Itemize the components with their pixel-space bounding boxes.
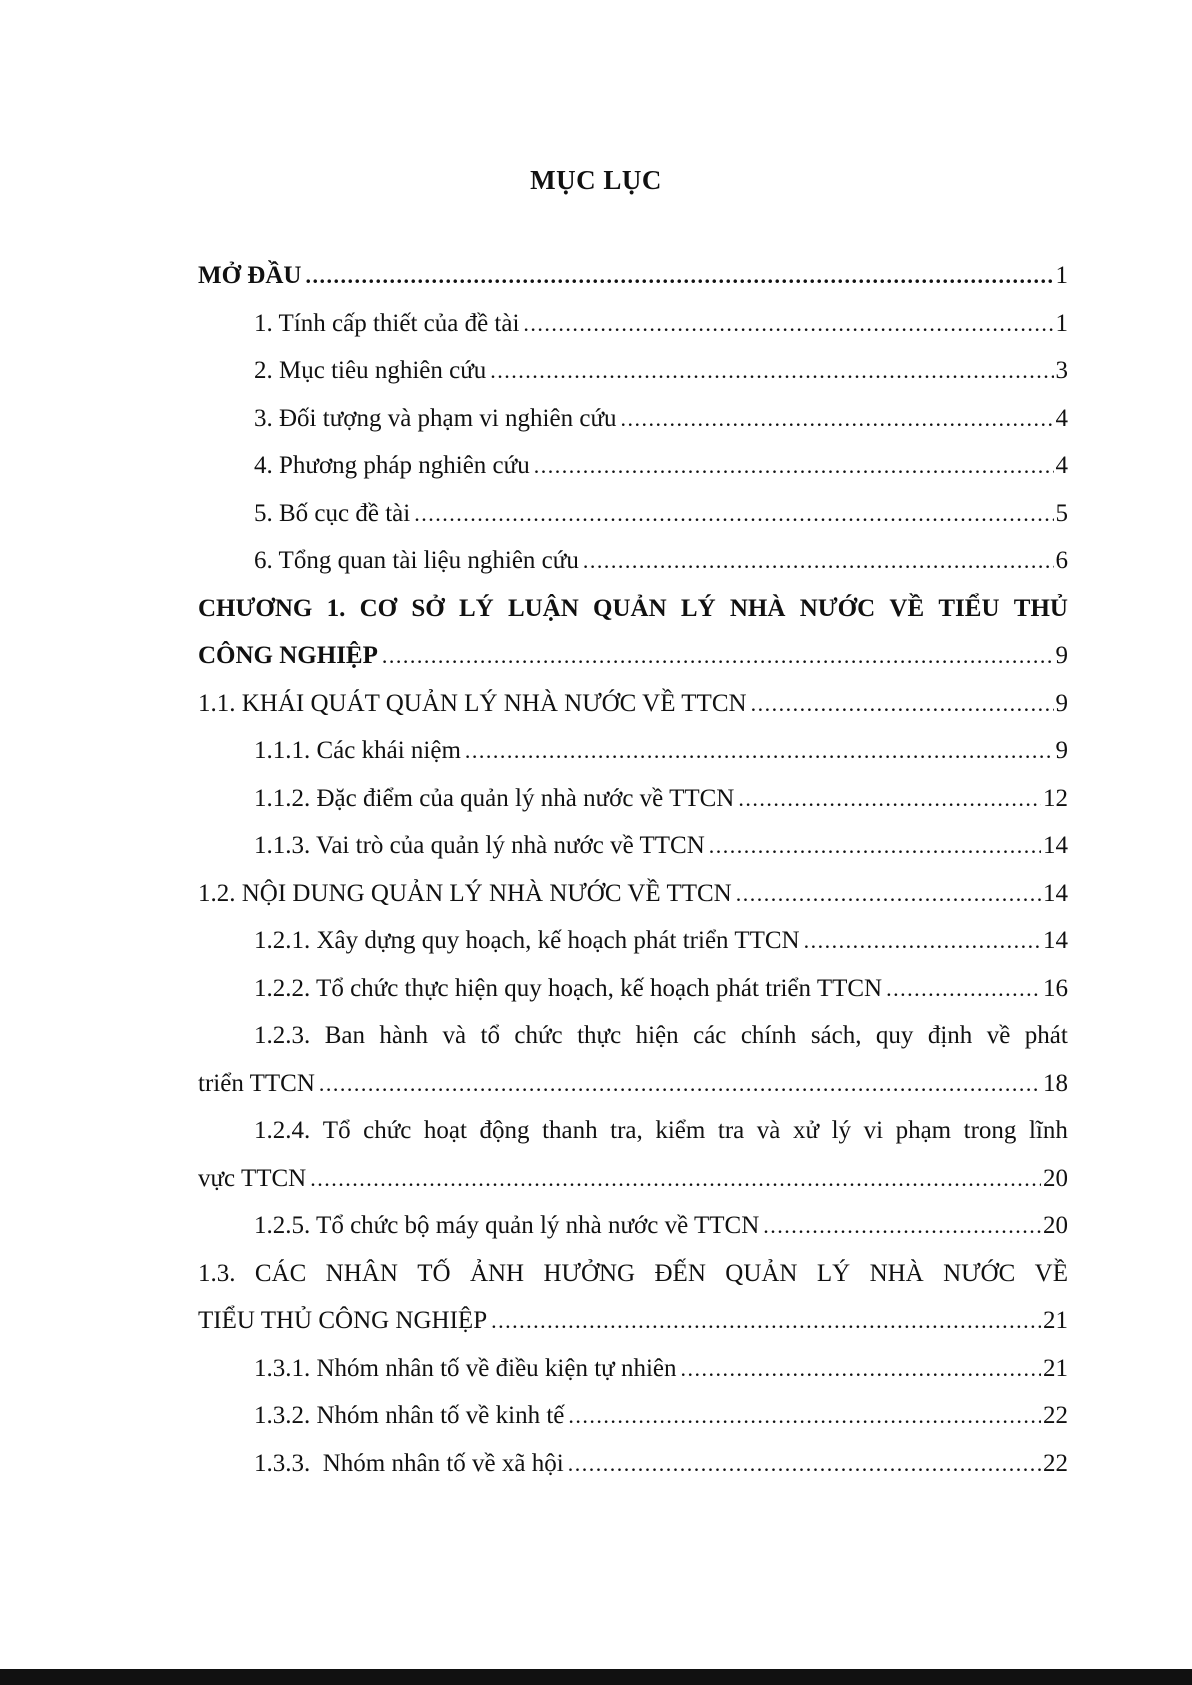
toc-entry-label: 1.3.1. Nhóm nhân tố về điều kiện tự nhiên [254,1354,677,1382]
toc-page-number: 12 [1043,784,1068,812]
toc-entry-label: 6. Tổng quan tài liệu nghiên cứu [254,547,579,574]
toc-page-number: 1 [1055,262,1068,289]
word: ĐẾN [654,1259,706,1287]
table-of-contents [198,262,1068,1497]
word: LÝ [458,594,494,622]
dot-leader [382,643,1054,669]
toc-entry[interactable] [198,547,1068,595]
toc-entry[interactable] [198,785,1068,833]
toc-entry[interactable] [198,405,1068,453]
toc-entry-label: 1.1.2. Đặc điểm của quản lý nhà nước về TTCN [254,784,735,812]
toc-entry[interactable] [198,1355,1068,1403]
word: chính [740,1022,797,1049]
word: tổ [480,1022,500,1049]
toc-entry-label-line2: triển TTCN [198,1069,315,1097]
dot-leader [310,1166,1041,1192]
toc-page-number: 14 [1043,879,1068,907]
toc-page-number: 1 [1055,309,1068,337]
page-bottom-edge [0,1669,1192,1685]
word: NHÀ [869,1259,924,1287]
word: và [756,1117,781,1144]
word: hiện [635,1022,679,1049]
toc-entry-label: 1.2.5. Tổ chức bộ máy quản lý nhà nước về TTCN [254,1212,760,1239]
word: tra [717,1117,745,1144]
word: ẢNH [469,1259,525,1287]
toc-entry-mo-dau[interactable] [198,262,1068,310]
toc-page-number: 9 [1055,737,1068,764]
dot-leader [681,1356,1041,1382]
word: lý [831,1117,852,1144]
toc-entry-label-line1 [198,1260,1068,1308]
toc-entry[interactable] [198,1402,1068,1450]
toc-page-number: 9 [1055,642,1068,669]
toc-entry-label: 1.2.1. Xây dựng quy hoạch, kế hoạch phát triển TTCN [254,927,800,954]
dot-leader [751,691,1054,717]
dot-leader [738,786,1041,812]
dot-leader [709,833,1041,859]
toc-entry[interactable] [198,1212,1068,1260]
word: định [927,1022,973,1049]
word: LÝ [680,594,716,622]
word: 1.3. [198,1259,236,1287]
word: 1.2.4. [254,1117,311,1144]
toc-page-number: 21 [1043,1354,1068,1382]
word: NHÂN [325,1259,398,1287]
word: vi [863,1117,884,1144]
toc-page-number: 14 [1043,927,1068,954]
word: TỐ [417,1259,451,1287]
toc-entry-label-line2: TIỂU THỦ CÔNG NGHIỆP [198,1307,488,1334]
toc-entry-label-line1 [198,1117,1068,1165]
dot-leader [523,311,1053,337]
toc-entry-label: 5. Bố cục đề tài [254,499,411,527]
toc-entry-label: 1.1.1. Các khái niệm [254,737,461,764]
toc-entry[interactable] [198,452,1068,500]
word: hành [379,1022,429,1049]
toc-page-number: 5 [1055,499,1068,527]
word: SỞ [411,594,445,622]
toc-entry-wrapped[interactable] [198,1022,1068,1117]
word: TIỂU [938,594,1000,622]
toc-page-number: 4 [1055,404,1068,432]
word: chức [363,1117,412,1144]
word: và [442,1022,467,1049]
toc-entry-label: 1.3.2. Nhóm nhân tố về kinh tế [254,1402,565,1429]
toc-entry[interactable] [198,500,1068,548]
word: kiểm [655,1117,706,1144]
word: lĩnh [1028,1117,1068,1144]
word: phạm [895,1117,952,1144]
toc-entry-label-line1 [198,595,1068,643]
toc-entry[interactable] [198,357,1068,405]
word: CHƯƠNG [198,594,313,622]
toc-entry-label-line1 [198,1022,1068,1070]
word: động [479,1117,530,1144]
dot-leader [491,1308,1041,1334]
dot-leader [583,548,1054,574]
toc-entry-label: 1.2. NỘI DUNG QUẢN LÝ NHÀ NƯỚC VỀ TTCN [198,879,732,907]
dot-leader [763,1213,1041,1239]
dot-leader [736,881,1041,907]
word: HƯỞNG [543,1259,636,1287]
word: phát [1024,1022,1068,1049]
toc-entry[interactable] [198,832,1068,880]
toc-page-number: 16 [1043,974,1068,1002]
word: xử [792,1117,820,1144]
word: LÝ [816,1259,851,1287]
toc-entry-section-wrapped[interactable] [198,1260,1068,1355]
toc-page-number: 6 [1055,547,1068,574]
toc-entry-label: MỞ ĐẦU [198,262,302,289]
toc-entry[interactable] [198,737,1068,785]
toc-entry-label: 3. Đối tượng và phạm vi nghiên cứu [254,404,617,432]
dot-leader [568,1403,1041,1429]
toc-entry-label: 1.1. KHÁI QUÁT QUẢN LÝ NHÀ NƯỚC VỀ TTCN [198,689,747,717]
toc-entry-chapter-1[interactable] [198,595,1068,690]
toc-page-number: 22 [1043,1402,1068,1429]
word: VỀ [889,594,925,622]
word: 1.2.3. [254,1022,311,1049]
toc-entry-section[interactable] [198,690,1068,738]
toc-page-number: 20 [1043,1212,1068,1239]
toc-entry-label-line2: CÔNG NGHIỆP [198,642,378,669]
toc-entry-label: 1. Tính cấp thiết của đề tài [254,309,520,337]
toc-page-number: 14 [1043,832,1068,859]
toc-page-number: 20 [1043,1164,1068,1192]
toc-entry[interactable] [198,310,1068,358]
toc-page-number: 4 [1055,452,1068,479]
dot-leader [804,928,1041,954]
dot-leader [621,406,1054,432]
word: các [693,1022,727,1049]
word: VỀ [1034,1259,1068,1287]
page-title: MỤC LỤC [530,165,662,195]
word: NƯỚC [799,594,876,622]
word: LUẬN [507,594,579,622]
dot-leader [414,501,1053,527]
toc-entry-wrapped[interactable] [198,1117,1068,1212]
dot-leader [490,358,1053,384]
toc-entry-label: 4. Phương pháp nghiên cứu [254,452,530,479]
word: chức [514,1022,563,1049]
toc-entry[interactable] [198,975,1068,1023]
toc-page-number: 9 [1055,689,1068,717]
toc-entry-label: 2. Mục tiêu nghiên cứu [254,357,487,384]
word: về [986,1022,1011,1049]
word: 1. [326,594,346,622]
word: CÁC [254,1259,307,1287]
word: quy [875,1022,914,1049]
word: sách, [810,1022,862,1049]
toc-entry[interactable] [198,927,1068,975]
toc-entry-label: 1.1.3. Vai trò của quản lý nhà nước về TTCN [254,832,705,859]
dot-leader [534,453,1054,479]
toc-entry-label: 1.2.2. Tổ chức thực hiện quy hoạch, kế hoạch phát triển TTCN [254,974,883,1002]
dot-leader [465,738,1054,764]
dot-leader [568,1451,1041,1477]
dot-leader [886,976,1041,1002]
toc-entry[interactable] [198,1450,1068,1498]
word: Tổ [322,1117,351,1144]
word: Ban [324,1022,365,1049]
word: trong [963,1117,1017,1144]
toc-page-number: 3 [1055,357,1068,384]
toc-entry-label-line2: vực TTCN [198,1164,307,1192]
word: NHÀ [729,594,786,622]
toc-page-number: 18 [1043,1069,1068,1097]
toc-page-number: 21 [1043,1307,1068,1334]
word: thanh [542,1117,598,1144]
word: QUẢN [725,1259,798,1287]
toc-entry-label: 1.3.3. Nhóm nhân tố về xã hội [254,1449,564,1477]
word: CƠ [359,594,398,622]
dot-leader [305,263,1053,289]
word: NƯỚC [943,1259,1016,1287]
toc-page-number: 22 [1043,1449,1068,1477]
word: tra, [610,1117,643,1144]
word: thực [577,1022,622,1049]
word: QUẢN [593,594,667,622]
word: THỦ [1013,594,1068,622]
dot-leader [319,1071,1041,1097]
toc-entry-section[interactable] [198,880,1068,928]
word: hoạt [423,1117,467,1144]
